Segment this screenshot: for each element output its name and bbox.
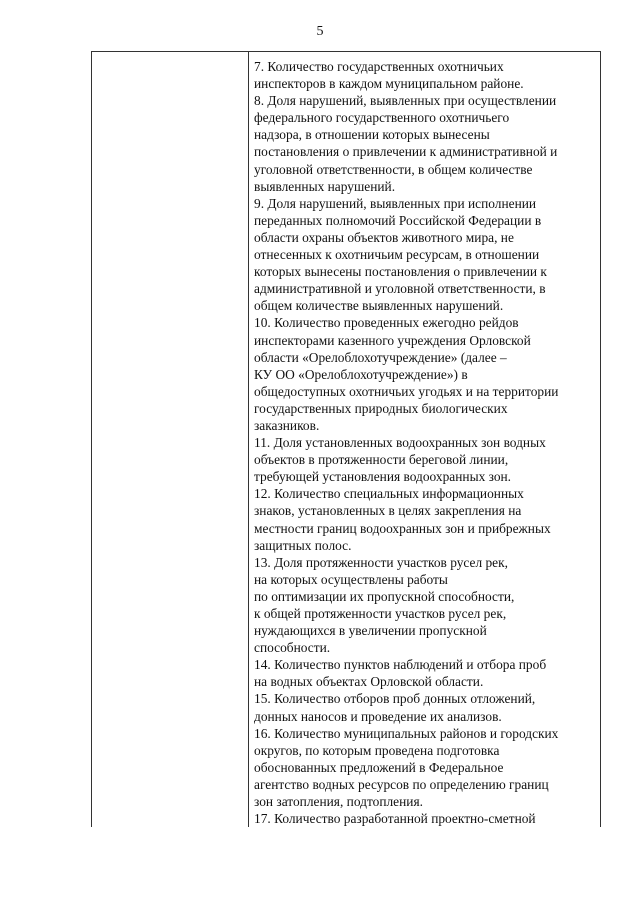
indicator-item xyxy=(254,434,600,485)
indicator-line: инспекторами казенного учреждения Орловской xyxy=(254,332,531,348)
indicator-line: переданных полномочий Российской Федерации в xyxy=(254,212,542,228)
indicator-line: на которых осуществлены работы xyxy=(254,571,448,587)
indicator-line: заказников. xyxy=(254,417,320,433)
indicator-item xyxy=(254,314,600,434)
indicator-line: знаков, установленных в целях закрепления на xyxy=(254,503,522,519)
indicator-line: общем количестве выявленных нарушений. xyxy=(254,298,504,314)
indicator-line: области охраны объектов животного мира, не xyxy=(254,229,514,245)
indicator-line: округов, по которым проведена подготовка xyxy=(254,742,500,758)
indicator-line: защитных полос. xyxy=(254,537,352,553)
indicator-item xyxy=(254,58,600,92)
column-divider xyxy=(248,52,249,827)
indicator-line: 13. Доля протяженности участков русел рек, xyxy=(254,554,508,570)
indicator-line: отнесенных к охотничьим ресурсам, в отношении xyxy=(254,247,540,263)
indicator-item xyxy=(254,554,600,657)
document-table xyxy=(91,51,601,827)
indicator-list xyxy=(254,58,600,827)
indicator-line: 10. Количество проведенных ежегодно рейдов xyxy=(254,315,519,331)
indicator-line: 14. Количество пунктов наблюдений и отбора проб xyxy=(254,657,547,673)
indicator-line: зон затопления, подтопления. xyxy=(254,794,423,810)
indicator-line: области «Орелоблохотучреждение» (далее – xyxy=(254,349,507,365)
indicator-line: на водных объектах Орловской области. xyxy=(254,674,484,690)
indicator-line: 16. Количество муниципальных районов и городских xyxy=(254,725,559,741)
indicator-line: 12. Количество специальных информационных xyxy=(254,486,524,502)
indicator-line: объектов в протяженности береговой линии, xyxy=(254,452,509,468)
indicator-line: которых вынесены постановления о привлечении к xyxy=(254,264,547,280)
indicator-line: государственных природных биологических xyxy=(254,400,508,416)
indicator-line: административной и уголовной ответственности, в xyxy=(254,281,546,297)
indicator-line: надзора, в отношении которых вынесены xyxy=(254,127,490,143)
indicator-line: к общей протяженности участков русел рек, xyxy=(254,606,507,621)
indicator-line: выявленных нарушений. xyxy=(254,178,396,194)
indicator-line: агентство водных ресурсов по определению границ xyxy=(254,776,549,792)
indicator-line: инспекторов в каждом муниципальном районе. xyxy=(254,76,524,92)
indicator-line: 15. Количество отборов проб донных отложений, xyxy=(254,691,536,707)
indicator-line: 17. Количество разработанной проектно-сметной xyxy=(254,811,536,827)
page-number: 5 xyxy=(316,24,324,39)
indicator-line: по оптимизации их пропускной способности, xyxy=(254,588,515,604)
indicator-line: 11. Доля установленных водоохранных зон водных xyxy=(254,435,546,451)
indicator-line: 8. Доля нарушений, выявленных при осуществлении xyxy=(254,93,557,109)
indicator-line: способности. xyxy=(254,640,331,656)
indicator-line: донных наносов и проведение их анализов. xyxy=(254,708,502,724)
indicator-item xyxy=(254,810,600,827)
indicator-line: нуждающихся в увеличении пропускной xyxy=(254,623,487,639)
indicator-item xyxy=(254,725,600,810)
indicator-line: требующей установления водоохранных зон. xyxy=(254,469,512,485)
indicator-item xyxy=(254,656,600,690)
indicator-line: общедоступных охотничьих угодьях и на территории xyxy=(254,383,559,399)
indicator-line: КУ ОО «Орелоблохотучреждение») в xyxy=(254,366,468,382)
indicator-line: уголовной ответственности, в общем количестве xyxy=(254,161,533,177)
indicator-line: постановления о привлечении к административной и xyxy=(254,144,558,160)
indicator-line: федерального государственного охотничьего xyxy=(254,110,510,126)
indicator-line: 9. Доля нарушений, выявленных при исполнении xyxy=(254,195,537,211)
indicator-line: 7. Количество государственных охотничьих xyxy=(254,59,504,74)
indicator-line: местности границ водоохранных зон и прибрежных xyxy=(254,520,551,536)
indicator-line: обоснованных предложений в Федеральное xyxy=(254,759,504,775)
indicator-item xyxy=(254,485,600,553)
indicator-item xyxy=(254,195,600,315)
indicator-item xyxy=(254,92,600,195)
indicator-item xyxy=(254,690,600,724)
